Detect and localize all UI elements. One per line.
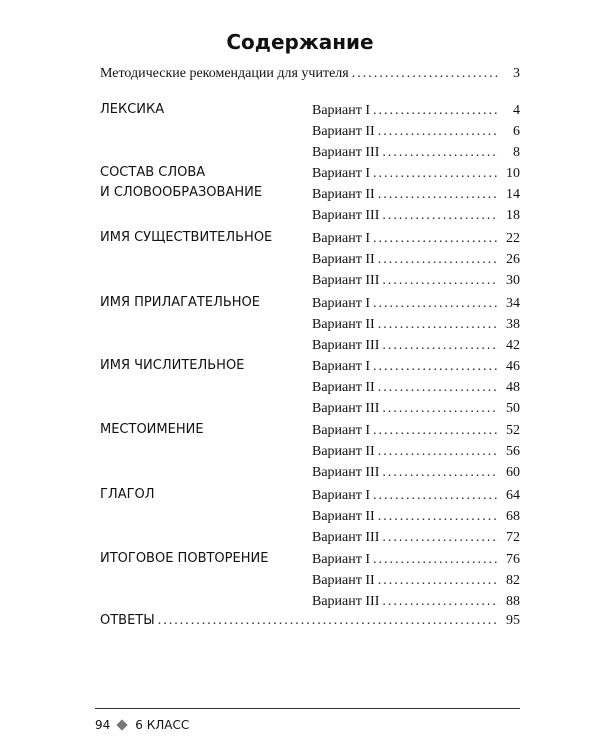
toc-entry-variant[interactable] xyxy=(312,293,520,314)
toc-entry-variant[interactable] xyxy=(312,184,520,205)
dot-leader xyxy=(382,205,499,226)
toc-page-number: 76 xyxy=(506,552,520,567)
dot-leader xyxy=(382,591,499,612)
toc-page-number: 72 xyxy=(506,530,520,545)
section-title-line: ИТОГОВОЕ ПОВТОРЕНИЕ xyxy=(100,551,269,566)
variant-label: Вариант III xyxy=(312,338,380,353)
dot-leader xyxy=(378,570,499,591)
variant-list xyxy=(312,356,520,419)
dot-leader xyxy=(373,549,499,570)
dot-leader xyxy=(373,356,499,377)
footer-divider xyxy=(95,708,520,709)
toc-entry-variant[interactable] xyxy=(312,249,520,270)
section-title-line: ИМЯ ЧИСЛИТЕЛЬНОЕ xyxy=(100,358,245,373)
variant-list xyxy=(312,163,520,226)
toc-entry-variant[interactable] xyxy=(312,527,520,548)
dot-leader xyxy=(382,398,499,419)
toc-entry-variant[interactable] xyxy=(312,485,520,506)
section-title-line: ИМЯ ПРИЛАГАТЕЛЬНОЕ xyxy=(100,295,261,310)
section-title-line: ИМЯ СУЩЕСТВИТЕЛЬНОЕ xyxy=(100,230,273,245)
toc-entry-variant[interactable] xyxy=(312,549,520,570)
section-title-line: СОСТАВ СЛОВА xyxy=(100,165,206,180)
section-title xyxy=(100,293,310,313)
variant-list xyxy=(312,420,520,483)
toc-entry-label: Методические рекомендации для учителя xyxy=(100,66,349,81)
variant-label: Вариант II xyxy=(312,317,375,332)
section-title xyxy=(100,356,310,376)
toc-page-number: 8 xyxy=(513,145,520,160)
variant-list xyxy=(312,100,520,163)
variant-label: Вариант III xyxy=(312,530,380,545)
toc-page-number: 42 xyxy=(506,338,520,353)
page-title: Содержание xyxy=(226,30,374,54)
footer-grade: 6 КЛАСС xyxy=(135,718,190,732)
section-title xyxy=(100,228,310,248)
variant-label: Вариант II xyxy=(312,509,375,524)
dot-leader xyxy=(373,100,499,121)
toc-entry-variant[interactable] xyxy=(312,591,520,612)
dot-leader xyxy=(382,462,499,483)
dot-leader xyxy=(382,335,499,356)
toc-page-number: 88 xyxy=(506,594,520,609)
section-title xyxy=(100,549,310,569)
variant-label: Вариант I xyxy=(312,166,371,181)
toc-entry-variant[interactable] xyxy=(312,506,520,527)
toc-entry-variant[interactable] xyxy=(312,335,520,356)
variant-label: Вариант III xyxy=(312,208,380,223)
toc-page-number: 30 xyxy=(506,273,520,288)
toc-page-number: 3 xyxy=(513,66,520,81)
toc-page-number: 68 xyxy=(506,509,520,524)
variant-list xyxy=(312,485,520,548)
toc-entry-variant[interactable] xyxy=(312,356,520,377)
toc-entry-variant[interactable] xyxy=(312,100,520,121)
variant-label: Вариант II xyxy=(312,124,375,139)
toc-page-number: 46 xyxy=(506,359,520,374)
variant-label: Вариант III xyxy=(312,273,380,288)
toc-entry-variant[interactable] xyxy=(312,121,520,142)
dot-leader xyxy=(378,184,499,205)
toc-page-number: 26 xyxy=(506,252,520,267)
dot-leader xyxy=(373,420,499,441)
page-footer xyxy=(95,718,189,732)
toc-page-number: 52 xyxy=(506,423,520,438)
variant-list xyxy=(312,228,520,291)
toc-page-number: 10 xyxy=(506,166,520,181)
toc-entry-variant[interactable] xyxy=(312,270,520,291)
toc-entry-variant[interactable] xyxy=(312,420,520,441)
toc-entry-label: ОТВЕТЫ xyxy=(100,613,155,628)
dot-leader xyxy=(373,485,499,506)
variant-label: Вариант II xyxy=(312,573,375,588)
variant-label: Вариант II xyxy=(312,187,375,202)
dot-leader xyxy=(378,506,499,527)
toc-page-number: 50 xyxy=(506,401,520,416)
toc-page-number: 14 xyxy=(506,187,520,202)
variant-label: Вариант II xyxy=(312,252,375,267)
toc-page-number: 18 xyxy=(506,208,520,223)
variant-list xyxy=(312,549,520,612)
toc-page-number: 56 xyxy=(506,444,520,459)
toc-page-number: 64 xyxy=(506,488,520,503)
toc-entry-variant[interactable] xyxy=(312,570,520,591)
dot-leader xyxy=(382,142,499,163)
dot-leader xyxy=(382,270,499,291)
dot-leader xyxy=(158,613,499,629)
variant-label: Вариант I xyxy=(312,423,371,438)
toc-entry-variant[interactable] xyxy=(312,314,520,335)
toc-page-number: 60 xyxy=(506,465,520,480)
variant-label: Вариант I xyxy=(312,103,371,118)
toc-entry-variant[interactable] xyxy=(312,142,520,163)
toc-entry-variant[interactable] xyxy=(312,228,520,249)
variant-label: Вариант II xyxy=(312,444,375,459)
toc-page-number: 6 xyxy=(513,124,520,139)
toc-page-number: 4 xyxy=(513,103,520,118)
section-title xyxy=(100,420,310,440)
toc-entry-variant[interactable] xyxy=(312,163,520,184)
variant-label: Вариант I xyxy=(312,296,371,311)
toc-page-number: 48 xyxy=(506,380,520,395)
toc-entry-variant[interactable] xyxy=(312,441,520,462)
dot-leader xyxy=(378,441,499,462)
section-title-line: ЛЕКСИКА xyxy=(100,102,165,117)
toc-page-number: 34 xyxy=(506,296,520,311)
dot-leader xyxy=(382,527,499,548)
toc-entry-intro[interactable] xyxy=(100,66,520,82)
dot-leader xyxy=(378,249,499,270)
variant-label: Вариант I xyxy=(312,231,371,246)
section-title xyxy=(100,100,310,120)
toc-page-number: 82 xyxy=(506,573,520,588)
toc-entry-variant[interactable] xyxy=(312,205,520,226)
variant-label: Вариант II xyxy=(312,380,375,395)
variant-label: Вариант III xyxy=(312,145,380,160)
dot-leader xyxy=(373,163,499,184)
dot-leader xyxy=(378,121,499,142)
variant-label: Вариант I xyxy=(312,488,371,503)
toc-page-number: 22 xyxy=(506,231,520,246)
dot-leader xyxy=(373,293,499,314)
footer-page-number: 94 xyxy=(95,718,111,732)
section-title-line: ГЛАГОЛ xyxy=(100,487,155,502)
section-title xyxy=(100,485,310,505)
toc-entry-answers[interactable] xyxy=(100,613,520,629)
variant-label: Вариант I xyxy=(312,359,371,374)
variant-label: Вариант III xyxy=(312,594,380,609)
section-title xyxy=(100,163,310,203)
toc-entry-variant[interactable] xyxy=(312,377,520,398)
variant-list xyxy=(312,293,520,356)
variant-label: Вариант III xyxy=(312,465,380,480)
dot-leader xyxy=(352,66,499,82)
variant-label: Вариант I xyxy=(312,552,371,567)
toc-page-number: 38 xyxy=(506,317,520,332)
section-title-line: МЕСТОИМЕНИЕ xyxy=(100,422,204,437)
toc-page-number: 95 xyxy=(506,613,520,628)
dot-leader xyxy=(373,228,499,249)
dot-leader xyxy=(378,377,499,398)
variant-label: Вариант III xyxy=(312,401,380,416)
toc-entry-variant[interactable] xyxy=(312,462,520,483)
dot-leader xyxy=(378,314,499,335)
toc-entry-variant[interactable] xyxy=(312,398,520,419)
section-title-line: И СЛОВООБРАЗОВАНИЕ xyxy=(100,185,263,200)
diamond-icon xyxy=(117,719,128,730)
